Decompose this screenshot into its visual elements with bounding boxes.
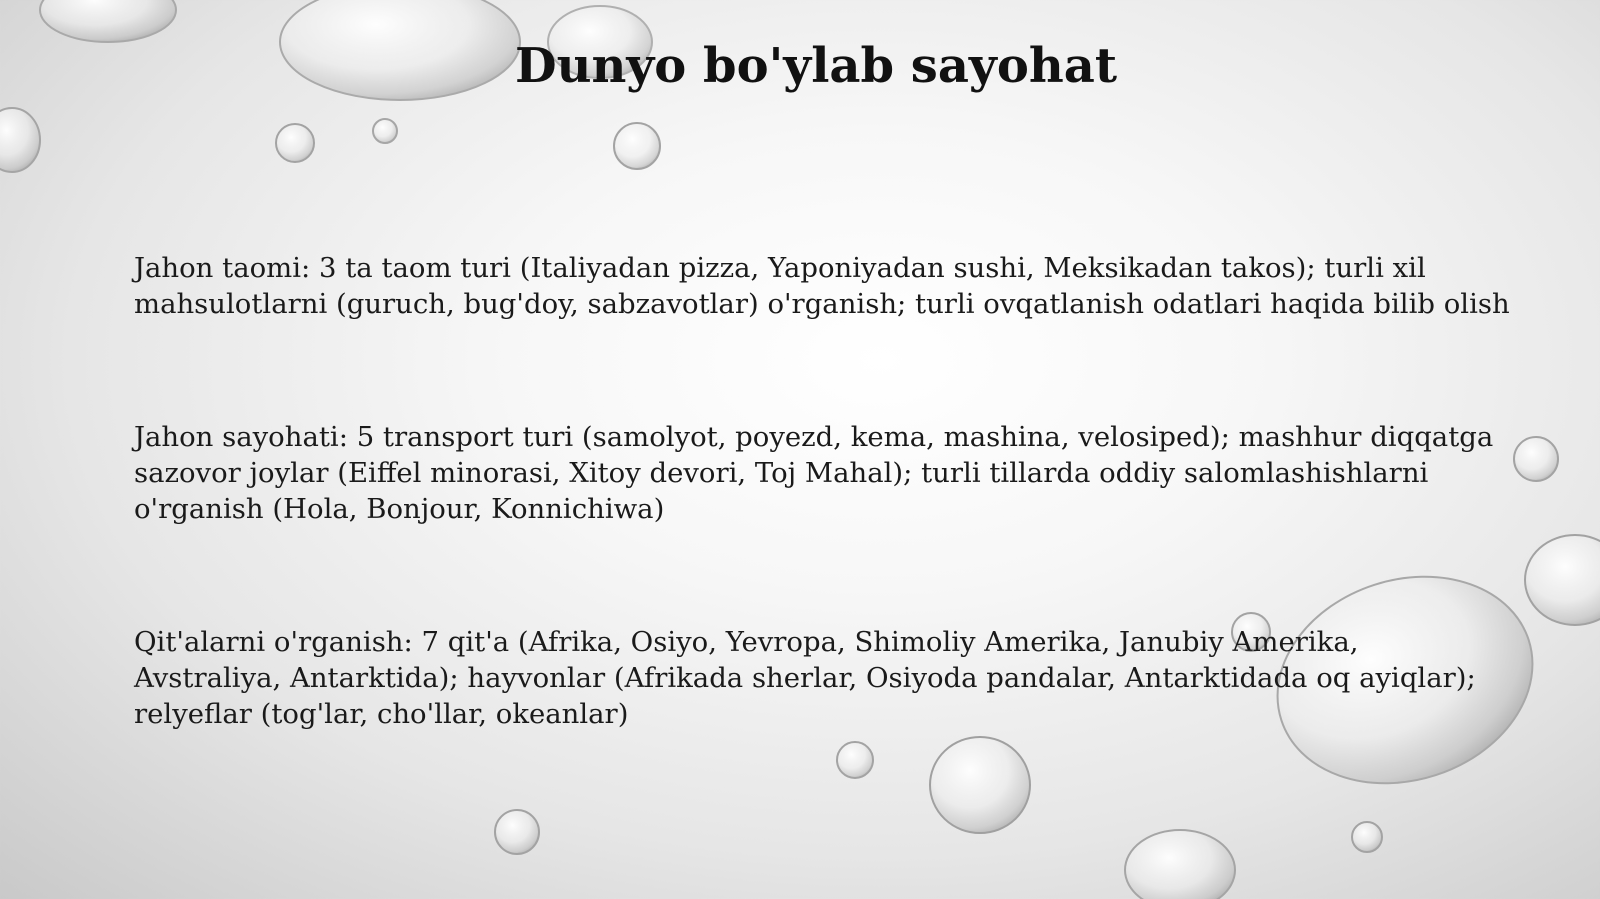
drop <box>1514 437 1558 481</box>
drop <box>614 123 660 169</box>
drop <box>373 119 397 143</box>
paragraph-world-cuisine: Jahon taomi: 3 ta taom turi (Italiyadan pizza, Yaponiyadan sushi, Meksikadan takos); turli xil mahsulotlarni (guruch, bug'doy, sabzavotlar) o'rganish; turli ovqatlanish odatlari haqida bilib olish <box>134 252 1510 320</box>
drop <box>276 124 314 162</box>
paragraph-world-travel: Jahon sayohati: 5 transport turi (samolyot, poyezd, kema, mashina, velosiped); mashhur diqqatga sazovor joylar (Eiffel minorasi, Xitoy devori, Toj Mahal); turli tillarda oddiy salomlashishlarni o'rganish (Hola, Bonjour, Konnichiwa) <box>134 421 1494 525</box>
paragraph-continents: Qit'alarni o'rganish: 7 qit'a (Afrika, Osiyo, Yevropa, Shimoliy Amerika, Janubiy Amerika, Avstraliya, Antarktida); hayvonlar (Afrikada sherlar, Osiyoda pandalar, Antarktidada oq ayiqlar); relyeflar (tog'lar, cho'llar, okeanlar) <box>134 626 1476 730</box>
drop <box>40 0 176 42</box>
drop <box>0 108 40 172</box>
drop <box>1525 535 1600 625</box>
drop <box>1125 830 1235 899</box>
slide-body <box>134 250 1514 829</box>
slide-title: Dunyo bo'ylab sayohat <box>514 38 1117 94</box>
